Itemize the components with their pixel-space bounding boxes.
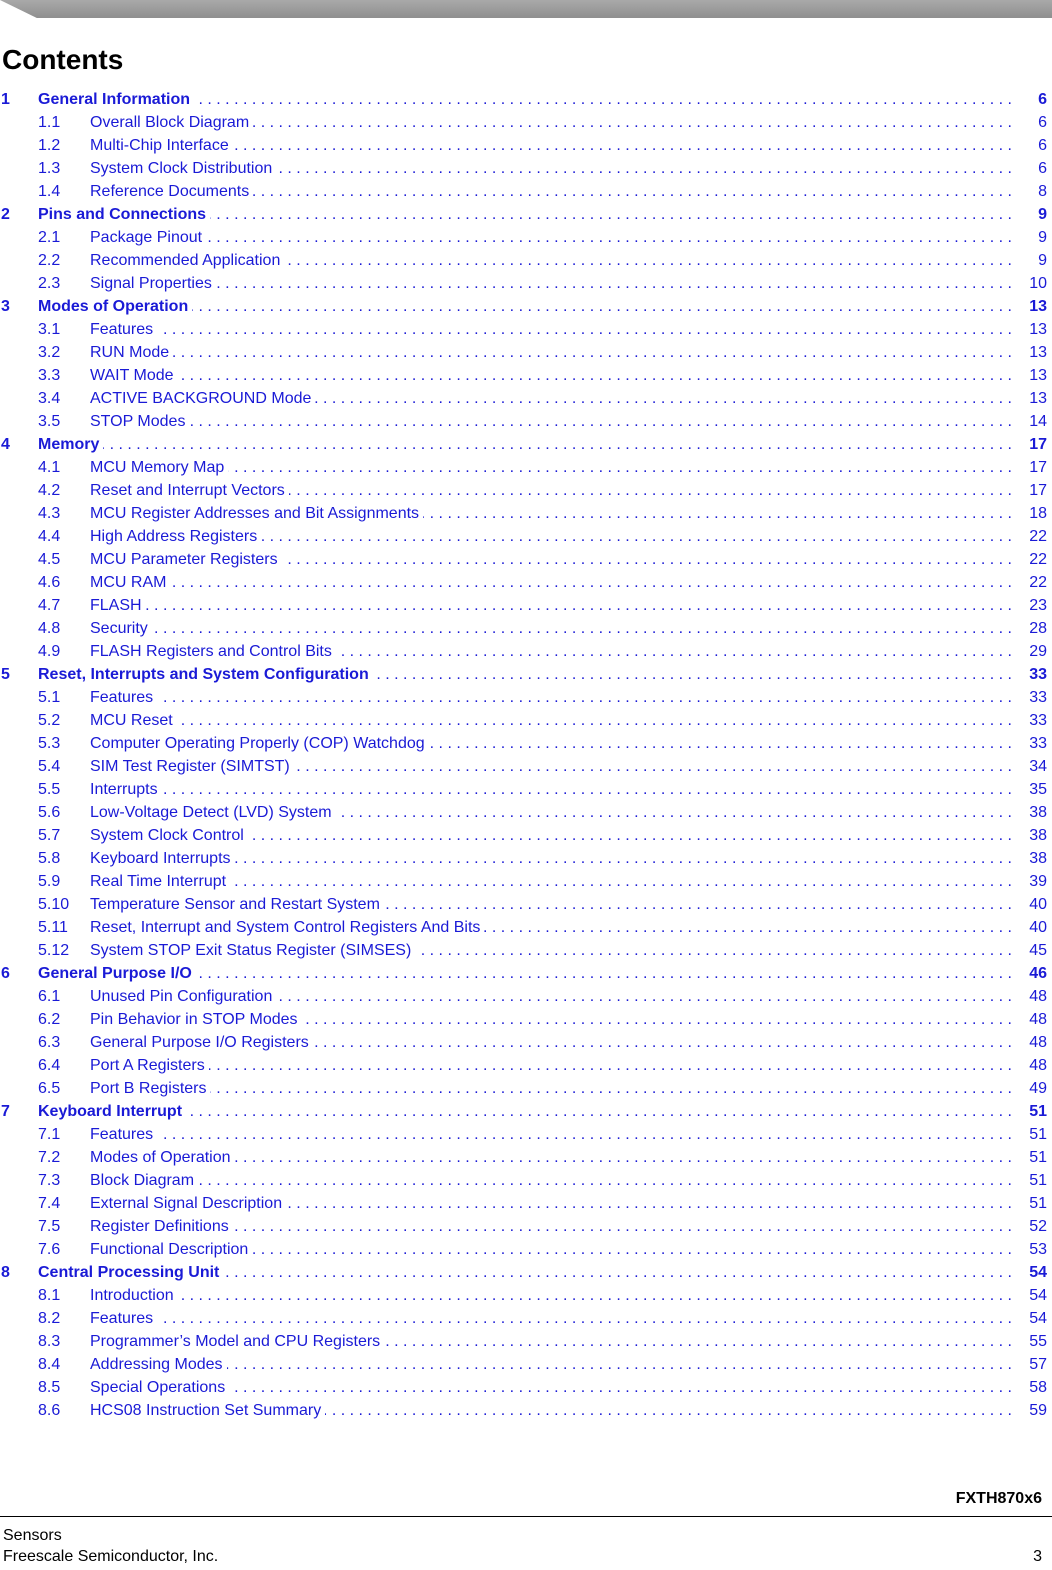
toc-entry-title: HCS08 Instruction Set Summary bbox=[90, 1402, 325, 1419]
toc-entry-page: 22 bbox=[1013, 525, 1047, 548]
toc-entry-title-wrap bbox=[90, 364, 1012, 387]
toc-entry-number: 7.4 bbox=[38, 1195, 61, 1212]
toc-entry-number: 5.11 bbox=[38, 919, 68, 936]
toc-entry-8-4[interactable] bbox=[0, 1353, 1052, 1376]
toc-entry-title: General Purpose I/O Registers bbox=[90, 1034, 313, 1051]
toc-entry-page: 17 bbox=[1013, 479, 1047, 502]
toc-entry-page: 13 bbox=[1013, 318, 1047, 341]
page-title: Contents bbox=[2, 44, 124, 75]
toc-entry-title: Reset, Interrupt and System Control Registers And Bits bbox=[90, 919, 484, 936]
toc-entry-number: 7.2 bbox=[38, 1149, 61, 1166]
toc-entry-page: 38 bbox=[1013, 801, 1047, 824]
toc-entry-page: 48 bbox=[1013, 1031, 1047, 1054]
toc-entry-title-wrap bbox=[38, 962, 1012, 985]
toc-entry-6-3[interactable] bbox=[0, 1031, 1052, 1054]
toc-entry-number: 5.9 bbox=[38, 873, 61, 890]
toc-entry-2-3[interactable] bbox=[0, 272, 1052, 295]
toc-entry-title-wrap bbox=[90, 870, 1012, 893]
toc-entry-number: 2 bbox=[1, 206, 10, 223]
toc-entry-title: Temperature Sensor and Restart System bbox=[90, 896, 384, 913]
toc-entry-number: 2.3 bbox=[38, 275, 61, 292]
toc-entry-number: 6.2 bbox=[38, 1011, 61, 1028]
toc-entry-title-wrap bbox=[38, 295, 1012, 318]
toc-entry-title: Recommended Application bbox=[90, 252, 284, 269]
toc-entry-4-3[interactable] bbox=[0, 502, 1052, 525]
toc-entry-5-8[interactable] bbox=[0, 847, 1052, 870]
toc-entry-number: 4.7 bbox=[38, 597, 61, 614]
toc-entry-title-wrap bbox=[38, 663, 1012, 686]
toc-entry-title-wrap bbox=[90, 387, 1012, 410]
toc-entry-title-wrap bbox=[90, 226, 1012, 249]
toc-entry-title: Package Pinout bbox=[90, 229, 206, 246]
toc-entry-1-4[interactable] bbox=[0, 180, 1052, 203]
toc-entry-title-wrap bbox=[90, 939, 1012, 962]
toc-entry-page: 10 bbox=[1013, 272, 1047, 295]
toc-entry-number: 6 bbox=[1, 965, 10, 982]
toc-entry-page: 17 bbox=[1013, 433, 1047, 456]
toc-entry-title-wrap bbox=[90, 1192, 1012, 1215]
toc-entry-page: 17 bbox=[1013, 456, 1047, 479]
toc-entry-page: 39 bbox=[1013, 870, 1047, 893]
toc-entry-4-2[interactable] bbox=[0, 479, 1052, 502]
toc-entry-title-wrap bbox=[90, 709, 1012, 732]
toc-entry-title: Central Processing Unit bbox=[38, 1264, 223, 1281]
toc-entry-page: 55 bbox=[1013, 1330, 1047, 1353]
toc-entry-number: 4.2 bbox=[38, 482, 61, 499]
toc-entry-title: Port A Registers bbox=[90, 1057, 209, 1074]
toc-entry-8-6[interactable] bbox=[0, 1399, 1052, 1422]
toc-entry-title: Features bbox=[90, 1310, 157, 1327]
toc-entry-title-wrap bbox=[90, 1215, 1012, 1238]
toc-entry-title: Memory bbox=[38, 436, 103, 453]
toc-entry-title: Addressing Modes bbox=[90, 1356, 227, 1373]
toc-entry-title: Interrupts bbox=[90, 781, 162, 798]
toc-entry-8-2[interactable] bbox=[0, 1307, 1052, 1330]
toc-entry-3[interactable] bbox=[0, 295, 1052, 318]
toc-entry-number: 7 bbox=[1, 1103, 10, 1120]
toc-entry-number: 3.3 bbox=[38, 367, 61, 384]
toc-entry-title-wrap bbox=[90, 801, 1012, 824]
toc-entry-5-11[interactable] bbox=[0, 916, 1052, 939]
toc-entry-7-1[interactable] bbox=[0, 1123, 1052, 1146]
toc-entry-number: 2.1 bbox=[38, 229, 61, 246]
toc-entry-title-wrap bbox=[90, 985, 1012, 1008]
toc-entry-title: Port B Registers bbox=[90, 1080, 210, 1097]
toc-entry-number: 4.5 bbox=[38, 551, 61, 568]
toc-entry-3-3[interactable] bbox=[0, 364, 1052, 387]
toc-entry-title-wrap bbox=[90, 571, 1012, 594]
toc-entry-title: Reference Documents bbox=[90, 183, 253, 200]
toc-entry-title-wrap bbox=[90, 341, 1012, 364]
toc-entry-page: 29 bbox=[1013, 640, 1047, 663]
toc-entry-page: 57 bbox=[1013, 1353, 1047, 1376]
toc-entry-title: WAIT Mode bbox=[90, 367, 178, 384]
toc-entry-5-4[interactable] bbox=[0, 755, 1052, 778]
toc-entry-page: 45 bbox=[1013, 939, 1047, 962]
toc-entry-page: 13 bbox=[1013, 295, 1047, 318]
toc-entry-number: 5.12 bbox=[38, 942, 70, 959]
toc-entry-page: 51 bbox=[1013, 1169, 1047, 1192]
toc-entry-number: 1.3 bbox=[38, 160, 61, 177]
toc-entry-title: RUN Mode bbox=[90, 344, 173, 361]
toc-entry-3-4[interactable] bbox=[0, 387, 1052, 410]
toc-entry-6-4[interactable] bbox=[0, 1054, 1052, 1077]
toc-entry-7[interactable] bbox=[0, 1100, 1052, 1123]
toc-entry-title: Features bbox=[90, 321, 157, 338]
toc-entry-page: 33 bbox=[1013, 732, 1047, 755]
toc-entry-title: MCU Parameter Registers bbox=[90, 551, 282, 568]
toc-entry-page: 59 bbox=[1013, 1399, 1047, 1422]
toc-entry-6-1[interactable] bbox=[0, 985, 1052, 1008]
toc-entry-number: 8.5 bbox=[38, 1379, 61, 1396]
toc-entry-4[interactable] bbox=[0, 433, 1052, 456]
toc-entry-6[interactable] bbox=[0, 962, 1052, 985]
toc-entry-page: 33 bbox=[1013, 663, 1047, 686]
toc-entry-number: 4.4 bbox=[38, 528, 61, 545]
toc-entry-7-3[interactable] bbox=[0, 1169, 1052, 1192]
toc-entry-title: MCU Reset bbox=[90, 712, 177, 729]
toc-entry-5-9[interactable] bbox=[0, 870, 1052, 893]
toc-entry-title-wrap bbox=[90, 1054, 1012, 1077]
toc-entry-page: 35 bbox=[1013, 778, 1047, 801]
toc-entry-4-8[interactable] bbox=[0, 617, 1052, 640]
toc-entry-page: 22 bbox=[1013, 571, 1047, 594]
toc-entry-5-12[interactable] bbox=[0, 939, 1052, 962]
toc-entry-number: 5.5 bbox=[38, 781, 61, 798]
toc-entry-title-wrap bbox=[90, 410, 1012, 433]
toc-entry-number: 5.1 bbox=[38, 689, 61, 706]
toc-entry-5-10[interactable] bbox=[0, 893, 1052, 916]
toc-entry-title: Pins and Connections bbox=[38, 206, 210, 223]
toc-entry-title: System Clock Distribution bbox=[90, 160, 276, 177]
header-bar bbox=[0, 0, 1052, 18]
toc-entry-title: MCU Memory Map bbox=[90, 459, 228, 476]
toc-entry-number: 1.2 bbox=[38, 137, 61, 154]
toc-entry-2[interactable] bbox=[0, 203, 1052, 226]
toc-entry-page: 51 bbox=[1013, 1100, 1047, 1123]
toc-entry-number: 1.4 bbox=[38, 183, 61, 200]
toc-entry-number: 4.8 bbox=[38, 620, 61, 637]
toc-entry-6-5[interactable] bbox=[0, 1077, 1052, 1100]
toc-entry-title-wrap bbox=[90, 479, 1012, 502]
toc-entry-title-wrap bbox=[90, 893, 1012, 916]
toc-entry-title: Introduction bbox=[90, 1287, 178, 1304]
toc-entry-page: 8 bbox=[1013, 180, 1047, 203]
toc-entry-5[interactable] bbox=[0, 663, 1052, 686]
toc-entry-number: 3.4 bbox=[38, 390, 61, 407]
toc-entry-page: 40 bbox=[1013, 893, 1047, 916]
toc-entry-title: Keyboard Interrupts bbox=[90, 850, 235, 867]
toc-entry-page: 38 bbox=[1013, 847, 1047, 870]
toc-entry-page: 33 bbox=[1013, 686, 1047, 709]
toc-entry-title-wrap bbox=[38, 433, 1012, 456]
page-number: 3 bbox=[1033, 1548, 1042, 1565]
toc-entry-number: 6.1 bbox=[38, 988, 61, 1005]
toc-entry-number: 7.1 bbox=[38, 1126, 61, 1143]
toc-entry-8[interactable] bbox=[0, 1261, 1052, 1284]
toc-entry-title-wrap bbox=[90, 732, 1012, 755]
toc-entry-4-6[interactable] bbox=[0, 571, 1052, 594]
toc-entry-title: General Information bbox=[38, 91, 194, 108]
toc-entry-3-2[interactable] bbox=[0, 341, 1052, 364]
toc-entry-page: 38 bbox=[1013, 824, 1047, 847]
toc-entry-page: 58 bbox=[1013, 1376, 1047, 1399]
toc-entry-number: 3.1 bbox=[38, 321, 61, 338]
toc-entry-page: 13 bbox=[1013, 341, 1047, 364]
toc-entry-page: 13 bbox=[1013, 364, 1047, 387]
toc-entry-title: MCU RAM bbox=[90, 574, 170, 591]
toc-entry-title-wrap bbox=[90, 1284, 1012, 1307]
toc-entry-title-wrap bbox=[90, 755, 1012, 778]
toc-entry-4-5[interactable] bbox=[0, 548, 1052, 571]
toc-entry-title: Unused Pin Configuration bbox=[90, 988, 276, 1005]
toc-entry-title-wrap bbox=[90, 318, 1012, 341]
toc-entry-number: 5.3 bbox=[38, 735, 61, 752]
toc-entry-title: Pin Behavior in STOP Modes bbox=[90, 1011, 302, 1028]
toc-entry-title: Modes of Operation bbox=[38, 298, 192, 315]
toc-entry-number: 8.6 bbox=[38, 1402, 61, 1419]
toc-entry-page: 9 bbox=[1013, 226, 1047, 249]
toc-entry-number: 8.2 bbox=[38, 1310, 61, 1327]
toc-entry-title-wrap bbox=[90, 1169, 1012, 1192]
toc-entry-page: 53 bbox=[1013, 1238, 1047, 1261]
toc-entry-title-wrap bbox=[90, 1077, 1012, 1100]
toc-entry-number: 2.2 bbox=[38, 252, 61, 269]
toc-entry-number: 7.3 bbox=[38, 1172, 61, 1189]
toc-entry-page: 9 bbox=[1013, 249, 1047, 272]
toc-entry-page: 23 bbox=[1013, 594, 1047, 617]
toc-entry-number: 3 bbox=[1, 298, 10, 315]
toc-entry-title-wrap bbox=[90, 1031, 1012, 1054]
toc-entry-title-wrap bbox=[90, 640, 1012, 663]
toc-entry-title-wrap bbox=[90, 1399, 1012, 1422]
toc-entry-title: System STOP Exit Status Register (SIMSES) bbox=[90, 942, 415, 959]
toc-entry-title-wrap bbox=[90, 1238, 1012, 1261]
toc-entry-page: 14 bbox=[1013, 410, 1047, 433]
toc-entry-number: 4.9 bbox=[38, 643, 61, 660]
toc-entry-title-wrap bbox=[90, 456, 1012, 479]
toc-entry-title-wrap bbox=[90, 1146, 1012, 1169]
toc-entry-8-1[interactable] bbox=[0, 1284, 1052, 1307]
toc-entry-number: 5.7 bbox=[38, 827, 61, 844]
toc-entry-number: 4.6 bbox=[38, 574, 61, 591]
toc-entry-5-2[interactable] bbox=[0, 709, 1052, 732]
toc-entry-page: 18 bbox=[1013, 502, 1047, 525]
toc-entry-number: 3.5 bbox=[38, 413, 61, 430]
toc-entry-page: 48 bbox=[1013, 1008, 1047, 1031]
toc-entry-title: Programmer’s Model and CPU Registers bbox=[90, 1333, 384, 1350]
toc-entry-4-4[interactable] bbox=[0, 525, 1052, 548]
toc-entry-title: FLASH Registers and Control Bits bbox=[90, 643, 336, 660]
toc-entry-title: Reset, Interrupts and System Configuration bbox=[38, 666, 373, 683]
toc-entry-5-7[interactable] bbox=[0, 824, 1052, 847]
toc-entry-number: 5.2 bbox=[38, 712, 61, 729]
toc-entry-title: Features bbox=[90, 689, 157, 706]
toc-entry-title-wrap bbox=[90, 525, 1012, 548]
toc-entry-page: 52 bbox=[1013, 1215, 1047, 1238]
toc-entry-page: 6 bbox=[1013, 111, 1047, 134]
toc-entry-title: Features bbox=[90, 1126, 157, 1143]
toc-entry-title: Keyboard Interrupt bbox=[38, 1103, 186, 1120]
toc-entry-title-wrap bbox=[90, 134, 1012, 157]
toc-entry-number: 4 bbox=[1, 436, 10, 453]
toc-entry-title-wrap bbox=[90, 847, 1012, 870]
toc-entry-title-wrap bbox=[90, 778, 1012, 801]
toc-entry-title: Low-Voltage Detect (LVD) System bbox=[90, 804, 336, 821]
toc-entry-1-3[interactable] bbox=[0, 157, 1052, 180]
toc-entry-page: 51 bbox=[1013, 1192, 1047, 1215]
toc-entry-1-2[interactable] bbox=[0, 134, 1052, 157]
toc-entry-title: High Address Registers bbox=[90, 528, 261, 545]
toc-entry-page: 28 bbox=[1013, 617, 1047, 640]
toc-entry-number: 8.3 bbox=[38, 1333, 61, 1350]
toc-entry-page: 54 bbox=[1013, 1284, 1047, 1307]
footer-category: Sensors bbox=[3, 1527, 62, 1544]
toc-entry-7-5[interactable] bbox=[0, 1215, 1052, 1238]
toc-entry-number: 6.5 bbox=[38, 1080, 61, 1097]
toc-entry-number: 5.4 bbox=[38, 758, 61, 775]
toc-entry-page: 49 bbox=[1013, 1077, 1047, 1100]
toc-entry-title: MCU Register Addresses and Bit Assignments bbox=[90, 505, 423, 522]
toc-entry-5-1[interactable] bbox=[0, 686, 1052, 709]
toc-entry-title-wrap bbox=[90, 686, 1012, 709]
toc-entry-page: 9 bbox=[1013, 203, 1047, 226]
toc-entry-title: Computer Operating Properly (COP) Watchdog bbox=[90, 735, 429, 752]
toc-entry-number: 6.3 bbox=[38, 1034, 61, 1051]
toc-entry-title: Overall Block Diagram bbox=[90, 114, 253, 131]
toc-entry-title: External Signal Description bbox=[90, 1195, 286, 1212]
toc-entry-title: Signal Properties bbox=[90, 275, 216, 292]
toc-entry-page: 13 bbox=[1013, 387, 1047, 410]
toc-entry-page: 6 bbox=[1013, 134, 1047, 157]
toc-entry-title-wrap bbox=[38, 1261, 1012, 1284]
toc-entry-title-wrap bbox=[90, 916, 1012, 939]
toc-entry-title-wrap bbox=[90, 272, 1012, 295]
toc-entry-title: Special Operations bbox=[90, 1379, 229, 1396]
toc-entry-title: FLASH bbox=[90, 597, 146, 614]
toc-entry-5-6[interactable] bbox=[0, 801, 1052, 824]
toc-entry-title-wrap bbox=[90, 824, 1012, 847]
toc-entry-title-wrap bbox=[90, 1123, 1012, 1146]
toc-entry-number: 3.2 bbox=[38, 344, 61, 361]
toc-entry-title-wrap bbox=[90, 1353, 1012, 1376]
toc-entry-title-wrap bbox=[90, 594, 1012, 617]
toc-entry-title-wrap bbox=[90, 1307, 1012, 1330]
toc-entry-title: Register Definitions bbox=[90, 1218, 233, 1235]
toc-entry-page: 51 bbox=[1013, 1123, 1047, 1146]
toc-entry-number: 5.10 bbox=[38, 896, 70, 913]
toc-entry-number: 4.1 bbox=[38, 459, 61, 476]
toc-entry-1[interactable] bbox=[0, 88, 1052, 111]
toc-entry-page: 6 bbox=[1013, 157, 1047, 180]
footer-company: Freescale Semiconductor, Inc. bbox=[3, 1548, 219, 1565]
toc-entry-number: 1 bbox=[1, 91, 10, 108]
toc-entry-title: Real Time Interrupt bbox=[90, 873, 230, 890]
toc-entry-page: 48 bbox=[1013, 1054, 1047, 1077]
toc-entry-5-3[interactable] bbox=[0, 732, 1052, 755]
toc-entry-number: 8 bbox=[1, 1264, 10, 1281]
toc-entry-title: Security bbox=[90, 620, 152, 637]
toc-entry-7-4[interactable] bbox=[0, 1192, 1052, 1215]
toc-entry-number: 4.3 bbox=[38, 505, 61, 522]
toc-entry-page: 22 bbox=[1013, 548, 1047, 571]
toc-entry-title-wrap bbox=[90, 548, 1012, 571]
toc-entry-title: ACTIVE BACKGROUND Mode bbox=[90, 390, 315, 407]
toc-entry-2-2[interactable] bbox=[0, 249, 1052, 272]
toc-entry-title-wrap bbox=[38, 88, 1012, 111]
toc-entry-number: 5 bbox=[1, 666, 10, 683]
toc-entry-number: 1.1 bbox=[38, 114, 61, 131]
toc-entry-page: 54 bbox=[1013, 1307, 1047, 1330]
toc-entry-page: 6 bbox=[1013, 88, 1047, 111]
toc-entry-number: 6.4 bbox=[38, 1057, 61, 1074]
toc-entry-title-wrap bbox=[90, 1008, 1012, 1031]
toc-entry-title-wrap bbox=[38, 1100, 1012, 1123]
toc-entry-page: 54 bbox=[1013, 1261, 1047, 1284]
toc-entry-title: Reset and Interrupt Vectors bbox=[90, 482, 289, 499]
toc-entry-title: STOP Modes bbox=[90, 413, 189, 430]
toc-entry-title: General Purpose I/O bbox=[38, 965, 196, 982]
toc-entry-page: 51 bbox=[1013, 1146, 1047, 1169]
toc-entry-page: 40 bbox=[1013, 916, 1047, 939]
toc-entry-title-wrap bbox=[90, 180, 1012, 203]
toc-entry-title-wrap bbox=[90, 1376, 1012, 1399]
toc-entry-page: 33 bbox=[1013, 709, 1047, 732]
toc-entry-8-5[interactable] bbox=[0, 1376, 1052, 1399]
toc-entry-number: 5.6 bbox=[38, 804, 61, 821]
toc-entry-4-1[interactable] bbox=[0, 456, 1052, 479]
toc-entry-3-1[interactable] bbox=[0, 318, 1052, 341]
toc-entry-7-6[interactable] bbox=[0, 1238, 1052, 1261]
toc-entry-title: Modes of Operation bbox=[90, 1149, 235, 1166]
toc-entry-3-5[interactable] bbox=[0, 410, 1052, 433]
toc-entry-6-2[interactable] bbox=[0, 1008, 1052, 1031]
toc-entry-page: 48 bbox=[1013, 985, 1047, 1008]
toc-entry-number: 7.6 bbox=[38, 1241, 61, 1258]
toc-entry-2-1[interactable] bbox=[0, 226, 1052, 249]
toc-entry-8-3[interactable] bbox=[0, 1330, 1052, 1353]
toc-entry-number: 7.5 bbox=[38, 1218, 61, 1235]
toc-entry-title-wrap bbox=[90, 617, 1012, 640]
toc-entry-title-wrap bbox=[90, 111, 1012, 134]
toc-entry-7-2[interactable] bbox=[0, 1146, 1052, 1169]
toc-entry-1-1[interactable] bbox=[0, 111, 1052, 134]
toc-entry-title: Multi-Chip Interface bbox=[90, 137, 233, 154]
toc-entry-5-5[interactable] bbox=[0, 778, 1052, 801]
document-id: FXTH870x6 bbox=[955, 1490, 1042, 1507]
toc-entry-title-wrap bbox=[90, 249, 1012, 272]
toc-entry-number: 8.1 bbox=[38, 1287, 61, 1304]
toc-entry-page: 46 bbox=[1013, 962, 1047, 985]
toc-entry-title-wrap bbox=[90, 502, 1012, 525]
footer-divider bbox=[0, 1516, 1052, 1517]
toc-entry-number: 8.4 bbox=[38, 1356, 61, 1373]
toc-entry-page: 34 bbox=[1013, 755, 1047, 778]
toc-entry-title-wrap bbox=[90, 1330, 1012, 1353]
toc-entry-title: System Clock Control bbox=[90, 827, 248, 844]
toc-entry-4-7[interactable] bbox=[0, 594, 1052, 617]
table-of-contents bbox=[0, 88, 1052, 1422]
toc-entry-title: SIM Test Register (SIMTST) bbox=[90, 758, 294, 775]
toc-entry-title: Block Diagram bbox=[90, 1172, 198, 1189]
toc-entry-title: Functional Description bbox=[90, 1241, 252, 1258]
toc-entry-4-9[interactable] bbox=[0, 640, 1052, 663]
toc-entry-number: 5.8 bbox=[38, 850, 61, 867]
toc-entry-title-wrap bbox=[90, 157, 1012, 180]
toc-entry-title-wrap bbox=[38, 203, 1012, 226]
